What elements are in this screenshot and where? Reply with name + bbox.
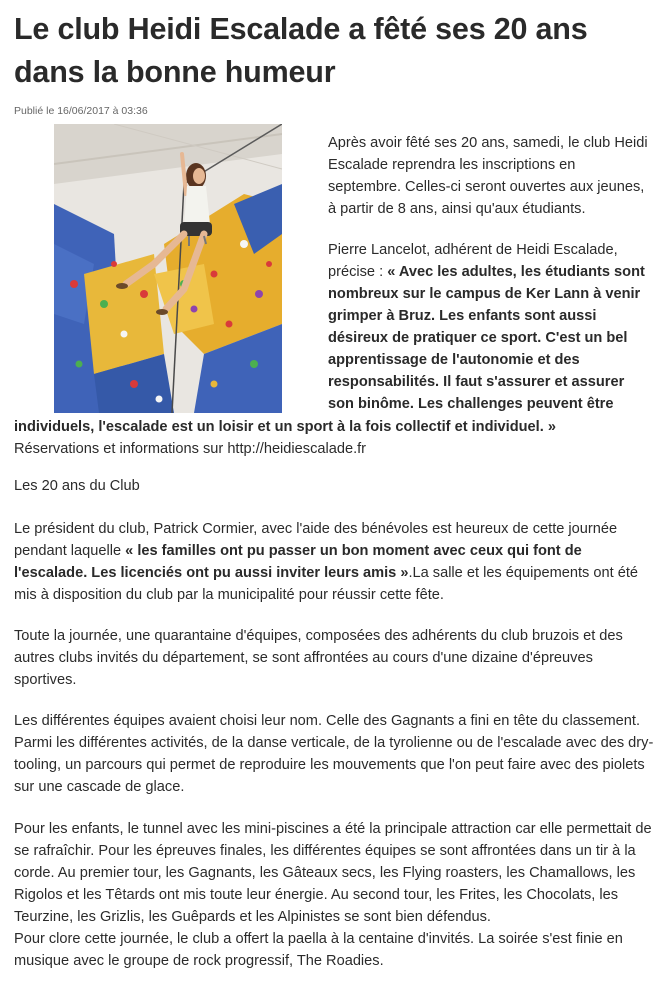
paragraph-president xyxy=(14,518,654,606)
intro-paragraph: Après avoir fêté ses 20 ans, samedi, le club Heidi Escalade reprendra les inscriptions en septembre. Celles-ci seront ouvertes aux jeunes, à partir de 8 ans, ainsi qu'aux étudiants. xyxy=(328,135,648,217)
paragraph-closing: Pour clore cette journée, le club a offert la paella à la centaine d'invités. La soirée s'est finie en musique avec le groupe de rock progressif, The Roadies. xyxy=(14,931,623,969)
paragraph-children-text: Pour les enfants, le tunnel avec les mini-piscines a été la principale attraction car elle permettait de se rafraîchir. Pour les épreuves finales, les différentes équipes se sont affrontées dans un tir à la corde. Au premier tour, les Gagnants, les Gâteaux secs, les Flying roasters, les Chamallows, les Rigolos et les Têtards ont mis toute leur énergie. Au second tour, les Frites, les Chocolats, les Teurzine, les Grizlis, les Guêpards et les Alpinistes se sont bien défendus. xyxy=(14,821,652,925)
quote-paragraph xyxy=(328,239,648,415)
paragraph-president-start: Le président du club, Patrick Cormier, avec l'aide des bénévoles est heureux de cette journée pendant laquelle xyxy=(14,521,618,559)
climbing-wall-image xyxy=(54,124,282,413)
paragraph-activities: Les différentes équipes avaient choisi leur nom. Celle des Gagnants a fini en tête du classement. Parmi les différentes activités, de la danse verticale, de la tyrolienne ou de l'escalade avec des dry-tooling, un parcours qui permet de reproduire les mouvements que l'on peut faire avec des piolets sur une cascade de glace. xyxy=(14,713,654,795)
quote-text: « Avec les adultes, les étudiants sont nombreux sur le campus de Ker Lann à venir grimper à Bruz. Les enfants sont aussi désireux de pratiquer ce sport. C'est un bel apprentissage de l'autonomie et des responsabilités. Il faut s'assurer et assurer son binôme. Les challenges peuvent être xyxy=(328,264,645,412)
quote-end: individuels, l'escalade est un loisir et un sport à la fois collectif et individuel. » xyxy=(14,419,556,435)
publish-date: Publié le 16/06/2017 à 03:36 xyxy=(14,105,148,117)
paragraph-president-quote: « les familles ont pu passer un bon moment avec ceux qui font de l'escalade. Les licenciés ont pu aussi inviter leurs amis » xyxy=(14,543,582,581)
paragraph-president-end: .La salle et les équipements ont été mis à disposition du club par la municipalité pour réussir cette fête. xyxy=(14,565,639,603)
reservations-info: Réservations et informations sur http://heidiescalade.fr xyxy=(14,441,367,457)
quote-lead: Pierre Lancelot, adhérent de Heidi Escalade, précise : xyxy=(328,242,618,280)
climber-photo xyxy=(54,124,282,413)
section-subtitle: Les 20 ans du Club xyxy=(14,478,140,494)
article-title: Le club Heidi Escalade a fêté ses 20 ans dans la bonne humeur xyxy=(14,12,588,89)
paragraph-teams: Toute la journée, une quarantaine d'équipes, composées des adhérents du club bruzois et des autres clubs invités du département, se sont affrontées au cours d'une dizaine d'épreuves sportives. xyxy=(14,628,623,688)
paragraph-children xyxy=(14,818,654,972)
